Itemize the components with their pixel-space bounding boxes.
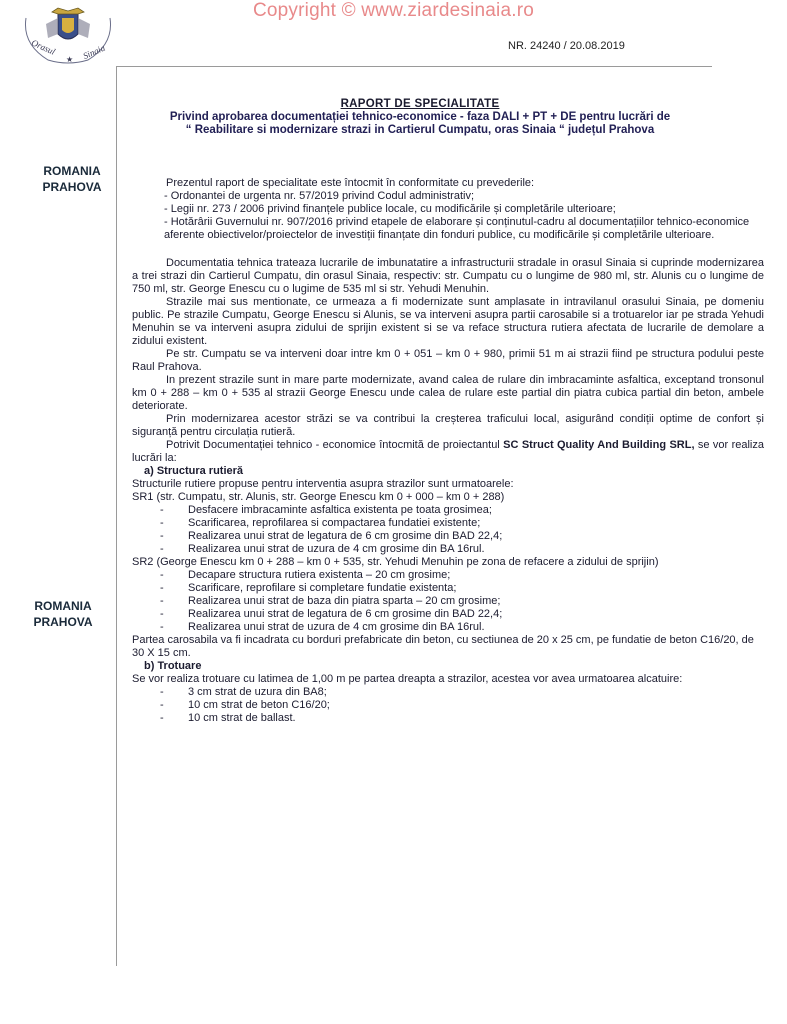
list-item: - Realizarea unui strat de legatura de 6 cm grosime din BAD 22,4; [160,608,503,620]
list-item: - Decapare structura rutiera existenta – 20 cm grosime; [160,569,451,581]
crest-star: ★ [66,55,74,64]
sidebar-label-top [22,163,122,195]
section-a-heading: a) Structura rutieră [144,465,244,477]
list-item: - Realizarea unui strat de uzura de 4 cm grosime din BA 16rul. [160,543,485,555]
list-item: - 3 cm strat de uzura din BA8; [160,686,327,698]
report-body [132,177,764,725]
section-a-intro: Structurile rutiere propuse pentru interventia asupra strazilor sunt urmatoarele: [132,478,514,490]
paragraph-current-state: In prezent strazile sunt in mare parte modernizate, avand calea de rulare din imbracaminte asfaltica, exceptand tronsonul km 0 + 288 – km 0 + 535 al strazii George Enescu unde calea de rulare este partial din piatra cubica partial din beton, ambele deteriorate. [132,374,764,412]
paragraph-benefits: Prin modernizarea acestor străzi se va contribui la creșterea traficului local, asigurând condiții optime de confort și siguranță pentru circulația rutieră. [132,413,764,438]
crest-text-right: Sinaia [81,42,107,62]
paragraph-location: Strazile mai sus mentionate, ce urmeaza a fi modernizate sunt amplasate in intravilanul orasului Sinaia, pe domeniu public. Pe strazile Cumpatu, George Enescu si Alunis, se va interveni asupra partii carosabile si a trotuarelor iar pe strada Yehudi Menuhin se va interveni asupra zidului de sprijin existent si se va reface structura rutiera afectata de lucrarile de demolare a zidului existent. [132,296,764,347]
sr2-label: SR2 (George Enescu km 0 + 288 – km 0 + 535, str. Yehudi Menuhin pe zona de refacere a zidului de sprijin) [132,556,659,568]
paragraph-scope: Documentatia tehnica trateaza lucrarile de imbunatatire a infrastructurii stradale in orasul Sinaia si cuprinde modernizarea a trei strazi din Cartierul Cumpatu, din orasul Sinaia, respectiv: str. Cumpatu cu o lungime de 980 ml, str. Alunis cu o lungime de 750 ml, str. George Enescu cu o lugime de 535 ml si str. Yehudi Menuhin. [132,257,764,295]
sr1-label: SR1 (str. Cumpatu, str. Alunis, str. George Enescu km 0 + 000 – km 0 + 288) [132,491,505,503]
list-item: - Realizarea unui strat de uzura de 4 cm grosime din BA 16rul. [160,621,485,633]
header-rule [116,66,712,67]
list-item: - 10 cm strat de ballast. [160,712,296,724]
legal-reference: - Legii nr. 273 / 2006 privind finanțele publice locale, cu modificările și completările ulterioare; [164,203,616,215]
contractor-name: SC Struct Quality And Building SRL, [503,439,695,451]
list-item: - Realizarea unui strat de baza din piatra sparta – 20 cm grosime; [160,595,501,607]
paragraph-cumpatu: Pe str. Cumpatu se va interveni doar intre km 0 + 051 – km 0 + 980, primii 51 m ai strazii fiind pe structura podului peste Raul Prahova. [132,348,764,373]
paragraph-contractor [132,439,764,465]
list-item: - Scarificarea, reprofilarea si compactarea fundatiei existente; [160,517,481,529]
copyright-watermark: Copyright © www.ziardesinaia.ro [252,0,535,21]
report-subject-line-2: “ Reabilitare si modernizare strazi in Cartierul Cumpatu, oras Sinaia “ județul Prahova [185,124,655,136]
legal-reference: - Hotărârii Guvernului nr. 907/2016 privind etapele de elaborare și conținutul-cadru al documentațiilor tehnico-economice aferente obiectivelor/proiectelor de investiții finanțate din fonduri publice, cu modificările și completările ulterioare. [164,216,750,241]
list-item: - Realizarea unui strat de legatura de 6 cm grosime din BAD 22,4; [160,530,503,542]
crest-text-left: Orasul [29,37,57,57]
legal-reference: - Ordonantei de urgenta nr. 57/2019 privind Codul administrativ; [164,190,475,202]
report-heading: RAPORT DE SPECIALITATE [340,98,500,110]
section-a-closing: Partea carosabila va fi incadrata cu borduri prefabricate din beton, cu sectiunea de 20 x 25 cm, pe fundatie de beton C16/20, de 30 X 15 cm. [132,634,754,659]
report-title [130,98,710,137]
sidebar-label-county: PRAHOVA [33,615,93,629]
sidebar-label-county: PRAHOVA [42,180,102,194]
list-item: - 10 cm strat de beton C16/20; [160,699,330,711]
document-number: NR. 24240 / 20.08.2019 [508,40,625,52]
sidebar-label-country: ROMANIA [34,599,92,613]
list-item: - Desfacere imbracaminte asfaltica existenta pe toata grosimea; [160,504,492,516]
coat-of-arms-icon [18,4,118,66]
intro-paragraph: Prezentul raport de specialitate este întocmit în conformitate cu prevederile: [166,177,535,189]
section-b-heading: b) Trotuare [144,660,202,672]
contractor-text: Potrivit Documentației tehnico - economice întocmită de proiectantul [166,439,504,451]
sidebar-label-bottom [13,598,113,630]
margin-rule [116,66,117,966]
sidebar-label-country: ROMANIA [43,164,101,178]
report-subject-line-1: Privind aprobarea documentației tehnico-economice - faza DALI + PT + DE pentru lucrări de [169,111,671,123]
list-item: - Scarificare, reprofilare si completare fundatie existenta; [160,582,457,594]
section-b-intro: Se vor realiza trotuare cu latimea de 1,00 m pe partea dreapta a strazilor, acestea vor avea urmatoarea alcatuire: [132,673,683,685]
contractor-text-end: se vor realiza lucrări la: [132,439,764,464]
